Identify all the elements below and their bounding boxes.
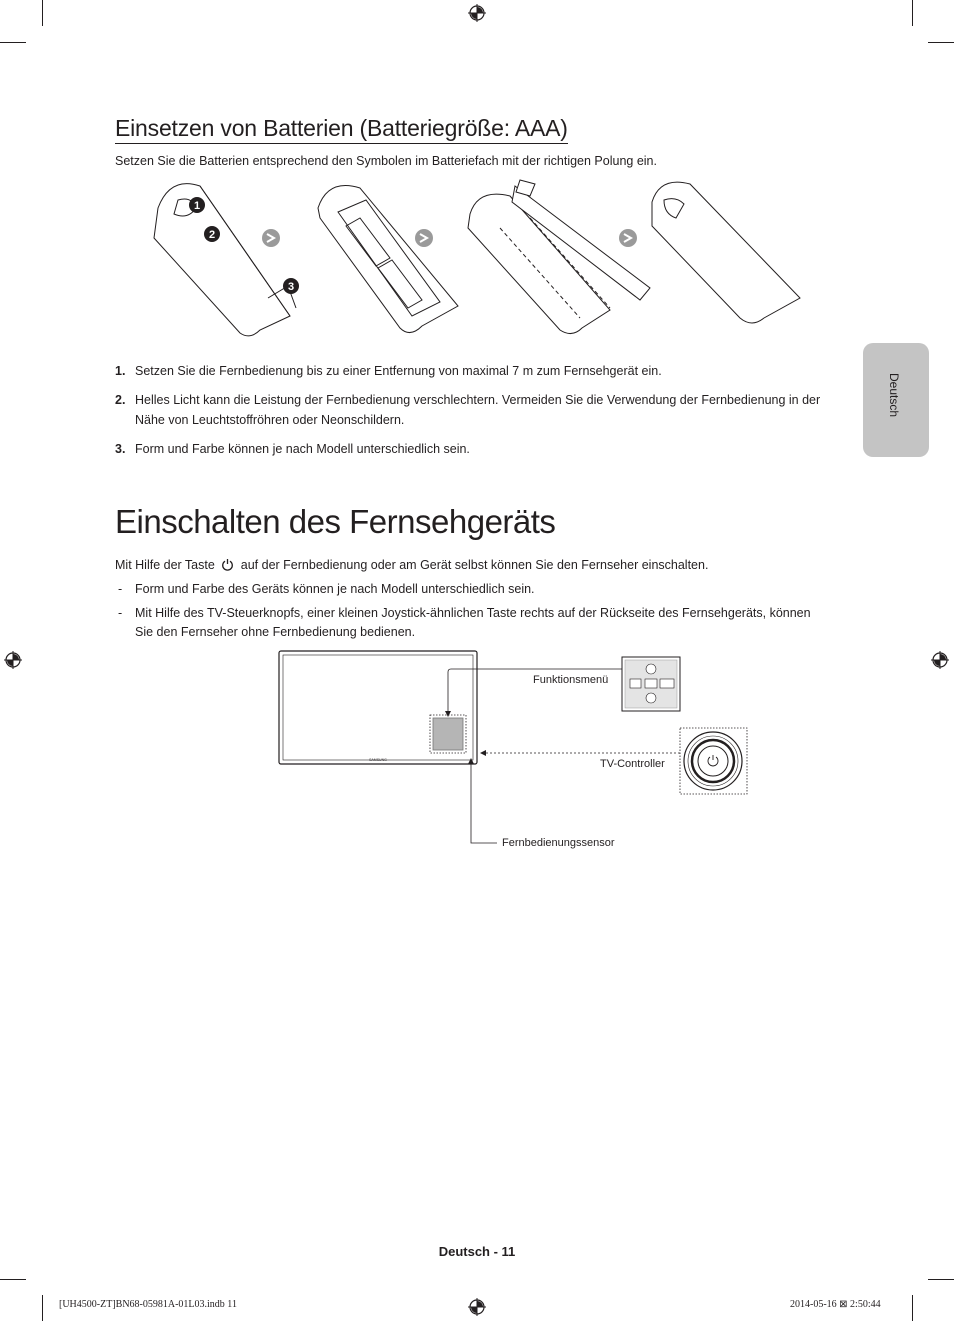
crop-mark — [928, 1279, 954, 1280]
svg-text:2: 2 — [208, 229, 216, 241]
remote-battery-insert-illustration — [468, 180, 650, 334]
control-area — [433, 718, 463, 750]
crop-mark — [0, 1279, 26, 1280]
next-step-arrow-icon — [262, 229, 280, 247]
crop-mark — [928, 42, 954, 43]
callout-1-icon — [189, 197, 205, 213]
function-menu-label: Funktionsmenü — [533, 674, 609, 686]
remote-open-battery-illustration — [318, 186, 458, 333]
svg-text:1: 1 — [193, 200, 201, 212]
crop-mark — [912, 0, 913, 26]
power-on-notes — [115, 580, 815, 647]
crop-mark — [42, 0, 43, 26]
crop-mark — [912, 1295, 913, 1321]
function-menu-illustration — [622, 657, 680, 711]
language-tab-label: Deutsch — [887, 373, 901, 418]
list-number: 1. — [115, 364, 126, 378]
registration-mark-icon — [468, 1298, 486, 1316]
power-on-paragraph — [115, 556, 708, 574]
bullet-marker: - — [118, 606, 123, 620]
registration-mark-icon — [931, 651, 949, 669]
leader-line — [471, 761, 497, 843]
list-text: Form und Farbe können je nach Modell unterschiedlich sein. — [135, 442, 470, 456]
battery-insertion-illustration — [140, 178, 820, 340]
remote-closed-illustration — [652, 182, 800, 323]
list-item — [115, 580, 815, 599]
list-item — [115, 439, 845, 459]
language-tab — [863, 343, 929, 457]
section-heading-power-on: Einschalten des Fernsehgeräts — [115, 503, 556, 540]
list-text: Mit Hilfe des TV-Steuerknopfs, einer kleinen Joystick-ähnlichen Taste rechts auf der Rückseite des Fernsehgeräts, können Sie den Fernseher ohne Fernbedienung bedienen. — [135, 606, 811, 639]
registration-mark-icon — [4, 651, 22, 669]
leader-arrow-icon — [445, 711, 451, 717]
section-heading-batteries: Einsetzen von Batterien (Batteriegröße: AAA) — [115, 114, 568, 144]
intro-text: Setzen Sie die Batterien entsprechend den Symbolen im Batteriefach mit der richtigen Polung ein. — [115, 154, 657, 168]
power-icon — [221, 558, 234, 571]
crop-mark — [42, 1295, 43, 1321]
tv-controller-diagram — [270, 645, 760, 860]
print-slug-timestamp: 2014-05-16 ⊠ 2:50:44 — [790, 1299, 881, 1310]
list-text: Helles Licht kann die Leistung der Fernbedienung verschlechtern. Vermeiden Sie die Verwendung der Fernbedienung in der Nähe von Leuchtstoffröhren oder Neonschildern. — [135, 393, 821, 427]
leader-arrow-icon — [480, 750, 486, 756]
list-item — [115, 390, 845, 430]
list-number: 2. — [115, 393, 126, 407]
paragraph-text-before: Mit Hilfe der Taste — [115, 558, 215, 572]
list-number: 3. — [115, 442, 126, 456]
list-text: Setzen Sie die Fernbedienung bis zu einer Entfernung von maximal 7 m zum Fernsehgerät ein. — [135, 364, 662, 378]
bullet-marker: - — [118, 582, 123, 596]
tv-controller-illustration — [680, 728, 747, 794]
svg-text:3: 3 — [287, 281, 295, 293]
list-item — [115, 361, 845, 381]
remote-back-cover-illustration — [154, 184, 296, 336]
tv-controller-label: TV-Controller — [600, 758, 665, 770]
page-footer: Deutsch - 11 — [438, 1244, 516, 1259]
notes-list — [115, 361, 845, 468]
list-item — [115, 604, 815, 642]
print-slug-file: [UH4500-ZT]BN68-05981A-01L03.indb 11 — [59, 1299, 237, 1310]
crop-mark — [0, 42, 26, 43]
list-text: Form und Farbe des Geräts können je nach Modell unterschiedlich sein. — [135, 582, 535, 596]
brand-logo: SAMSUNG — [369, 758, 387, 762]
paragraph-text-after: auf der Fernbedienung oder am Gerät selbst können Sie den Fernseher einschalten. — [240, 558, 709, 572]
callout-2-icon — [204, 226, 220, 242]
remote-sensor-label: Fernbedienungssensor — [502, 837, 615, 849]
callout-3-icon — [283, 278, 299, 294]
next-step-arrow-icon — [619, 229, 637, 247]
next-step-arrow-icon — [415, 229, 433, 247]
registration-mark-icon — [468, 4, 486, 22]
